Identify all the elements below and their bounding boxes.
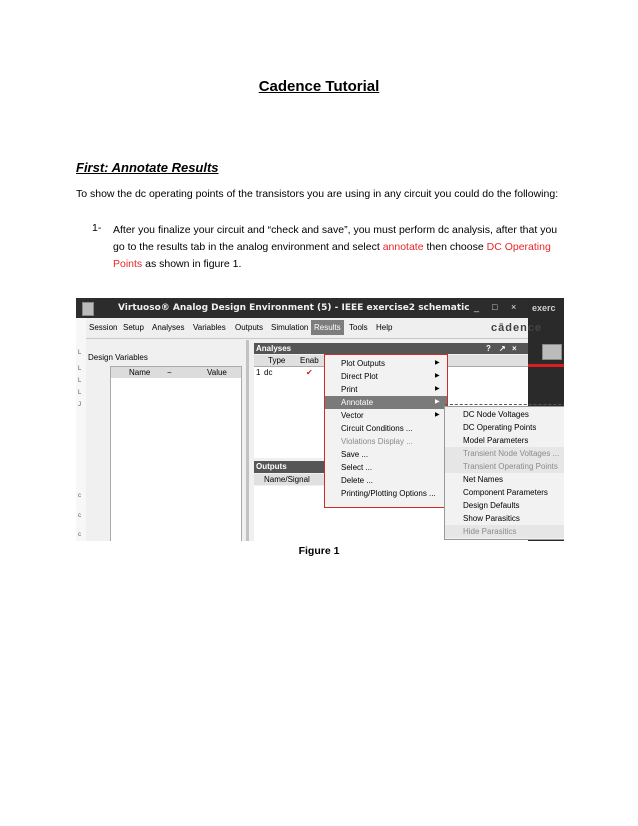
menu-outputs[interactable]: Outputs: [235, 323, 264, 332]
strip-glyph: L: [78, 390, 82, 396]
menu-item-label: Delete ...: [341, 476, 374, 485]
enabled-checkbox[interactable]: ✔: [306, 368, 313, 377]
submenu-item-label: Hide Parasitics: [463, 527, 517, 536]
menu-item-violations-display: [325, 435, 447, 448]
menu-item-select[interactable]: [325, 461, 447, 474]
submenu-item-label: Component Parameters: [463, 488, 548, 497]
minimize-icon[interactable]: _: [474, 302, 480, 312]
submenu-item-label: DC Node Voltages: [463, 410, 529, 419]
menu-item-label: Vector: [341, 411, 364, 420]
menu-item-label: Circuit Conditions ...: [341, 424, 413, 433]
submenu-item-label: Design Defaults: [463, 501, 520, 510]
window-title: Virtuoso® Analog Design Environment (5) - IEEE exercise2 schematic: [118, 303, 470, 313]
step-highlight-dc-op: DC Operating Points: [113, 241, 551, 270]
step-text: [113, 222, 568, 273]
submenu-item-label: Net Names: [463, 475, 504, 484]
submenu-item-label: Model Parameters: [463, 436, 529, 445]
submenu-item-label: Transient Operating Points: [463, 462, 558, 471]
step-highlight-annotate: annotate: [382, 241, 424, 253]
submenu-tearoff[interactable]: [445, 404, 564, 405]
intro-paragraph: To show the dc operating points of the transistors you are using in any circuit you could do the following:: [76, 188, 559, 200]
sort-icon[interactable]: −: [167, 368, 172, 377]
close-icon[interactable]: ×: [511, 302, 517, 312]
menu-item-label: Violations Display ...: [341, 437, 413, 446]
cadence-logo: cādence: [491, 322, 543, 334]
menu-session[interactable]: Session: [89, 323, 118, 332]
menu-results[interactable]: Results: [311, 320, 344, 335]
analyses-title: Analyses: [256, 344, 292, 353]
menu-item-save[interactable]: [325, 448, 447, 461]
menu-analyses[interactable]: Analyses: [152, 323, 185, 332]
section-heading: First: Annotate Results: [76, 160, 219, 175]
submenu-item-transient-node-voltages: [445, 447, 564, 460]
strip-glyph: L: [78, 366, 82, 372]
submenu-item-hide-parasitics: [445, 525, 564, 538]
column-name[interactable]: Name: [129, 368, 151, 377]
menu-item-label: Printing/Plotting Options ...: [341, 489, 436, 498]
strip-glyph: L: [78, 350, 82, 356]
step-text-after: as shown in figure 1.: [142, 258, 242, 270]
menu-item-circuit-conditions[interactable]: [325, 422, 447, 435]
menu-item-plot-outputs[interactable]: [325, 357, 447, 370]
design-variables-label: Design Variables: [88, 353, 148, 362]
submenu-arrow-icon: ▶: [435, 360, 440, 366]
row-type: dc: [264, 368, 273, 377]
menu-item-delete[interactable]: [325, 474, 447, 487]
strip-glyph: c: [78, 513, 81, 519]
submenu-item-label: Show Parasitics: [463, 514, 520, 523]
strip-glyph: c: [78, 493, 81, 499]
menu-item-label: Print: [341, 385, 358, 394]
submenu-item-dc-node-voltages[interactable]: [445, 408, 564, 421]
background-red-line: [528, 364, 564, 367]
submenu-item-transient-operating-points: [445, 460, 564, 473]
menu-item-label: Annotate: [341, 398, 374, 407]
submenu-item-label: Transient Node Voltages ...: [463, 449, 560, 458]
submenu-arrow-icon: ▶: [435, 386, 440, 392]
column-enable[interactable]: Enab: [300, 356, 319, 365]
strip-glyph: c: [78, 532, 81, 538]
menu-variables[interactable]: Variables: [193, 323, 226, 332]
window-titlebar: [76, 298, 564, 318]
menu-tools[interactable]: Tools: [349, 323, 368, 332]
menu-item-label: Direct Plot: [341, 372, 378, 381]
figure-screenshot: [76, 298, 564, 541]
step-text-middle: then choose: [423, 241, 487, 253]
background-tool-icon: [542, 344, 562, 360]
submenu-item-dc-operating-points[interactable]: [445, 421, 564, 434]
menu-item-label: Plot Outputs: [341, 359, 386, 368]
outputs-title: Outputs: [256, 462, 287, 471]
step-number: 1-: [92, 222, 102, 234]
row-index: 1: [256, 368, 261, 377]
submenu-arrow-icon: ▶: [435, 373, 440, 379]
menu-item-direct-plot[interactable]: [325, 370, 447, 383]
document-title: Cadence Tutorial: [258, 78, 380, 95]
design-variables-table: [110, 378, 242, 541]
submenu-arrow-icon: ▶: [435, 412, 440, 418]
menu-item-printing-options[interactable]: [325, 487, 447, 500]
results-dropdown: [324, 354, 448, 508]
submenu-item-show-parasitics[interactable]: [445, 512, 564, 525]
menu-help[interactable]: Help: [376, 323, 393, 332]
menu-item-vector[interactable]: [325, 409, 447, 422]
menu-item-label: Select ...: [341, 463, 373, 472]
menu-item-label: Save ...: [341, 450, 369, 459]
submenu-arrow-icon: ▶: [435, 399, 440, 405]
help-icon[interactable]: ?: [486, 344, 491, 353]
figure-caption: Figure 1: [298, 545, 340, 557]
strip-glyph: J: [78, 402, 81, 408]
submenu-item-design-defaults[interactable]: [445, 499, 564, 512]
step-text-before: After you finalize your circuit and “check and save”, you must perform dc analysis, after that you go to the results tab in the analog environment and select: [113, 224, 558, 253]
undock-icon[interactable]: ↗: [499, 344, 506, 353]
submenu-item-component-parameters[interactable]: [445, 486, 564, 499]
background-window-title: exerc: [532, 303, 556, 313]
ade-window: [86, 318, 560, 541]
submenu-item-label: DC Operating Points: [463, 423, 537, 432]
column-type[interactable]: Type: [268, 356, 286, 365]
window-app-icon: [82, 302, 94, 316]
menu-setup[interactable]: Setup: [123, 323, 144, 332]
column-value[interactable]: Value: [207, 368, 227, 377]
submenu-item-model-parameters[interactable]: [445, 434, 564, 447]
menu-item-annotate[interactable]: [325, 396, 447, 409]
menubar: [86, 318, 543, 339]
menu-item-print[interactable]: [325, 383, 447, 396]
menu-simulation[interactable]: Simulation: [271, 323, 309, 332]
maximize-icon[interactable]: □: [492, 302, 498, 312]
analyses-panel-title: [254, 343, 528, 354]
annotate-submenu: [444, 406, 564, 540]
pane-divider[interactable]: [246, 340, 249, 541]
column-name-signal[interactable]: Name/Signal: [264, 475, 310, 484]
strip-glyph: L: [78, 378, 82, 384]
submenu-item-net-names[interactable]: [445, 473, 564, 486]
panel-close-icon[interactable]: ×: [512, 344, 517, 353]
